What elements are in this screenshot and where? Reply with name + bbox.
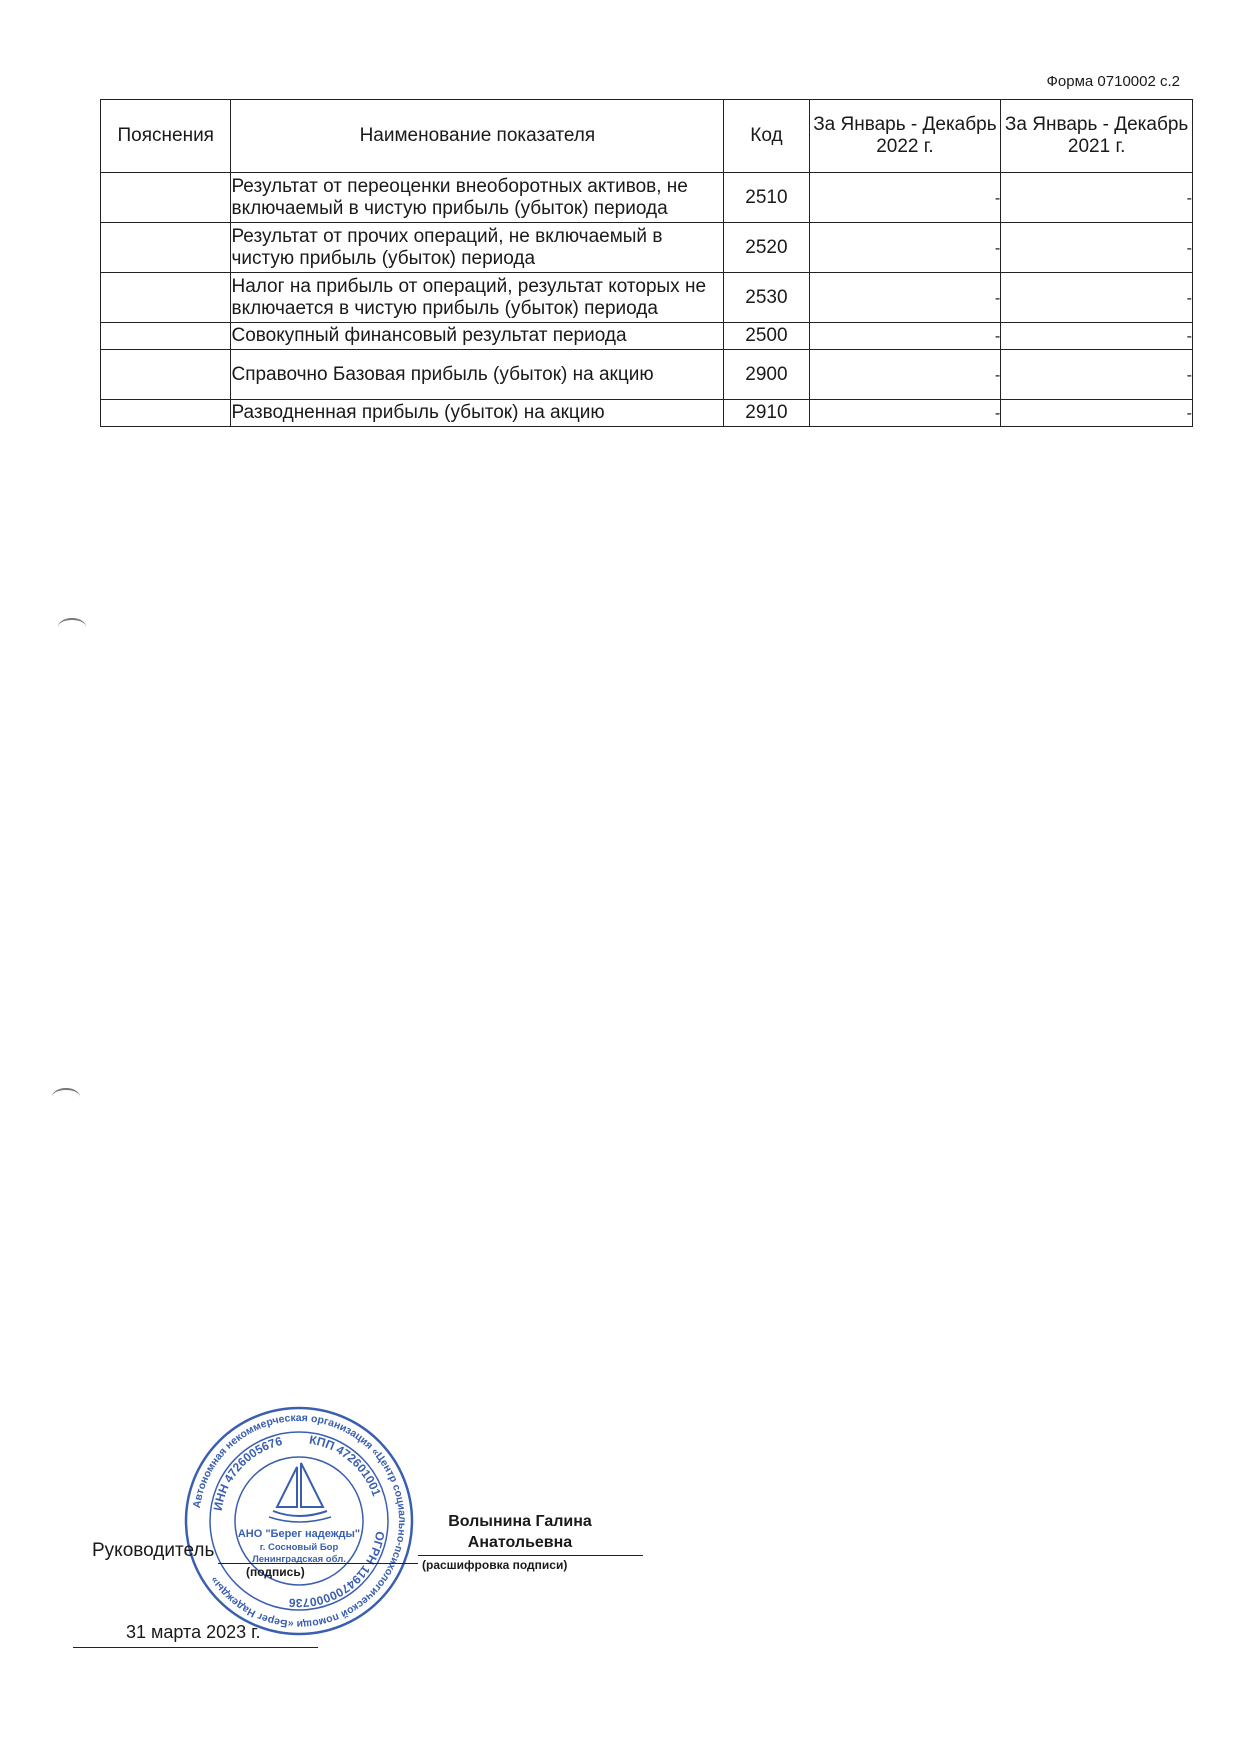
row-value-current [809,273,1001,323]
row-code: 2510 [724,173,809,223]
stamp-ogrn-textpath: ОГРН 1194700000736 [288,1530,388,1611]
row-indicator-name: Налог на прибыль от операций, результат которых не включается в чистую прибыль (убыток) периода [231,273,724,323]
document-date: 31 марта 2023 г. [126,1622,261,1642]
header-year-current: За Январь - Декабрь 2022 г. [809,100,1001,173]
row-explanation [101,173,231,223]
value-current-text: - [994,366,1001,384]
row-indicator-name: Результат от прочих операций, не включаемый в чистую прибыль (убыток) периода [231,223,724,273]
row-explanation [101,323,231,350]
row-explanation [101,223,231,273]
table-row [101,323,1193,350]
value-prior-text: - [1186,328,1192,345]
row-explanation [101,400,231,427]
stamp-kpp-textpath: КПП 472601001 [308,1432,384,1498]
row-code: 2910 [724,400,809,427]
row-value-prior [1001,173,1193,223]
row-value-current [809,173,1001,223]
row-explanation [101,350,231,400]
signature-line [218,1563,418,1564]
table-header-row [101,100,1193,173]
row-value-prior [1001,273,1193,323]
sailboat-icon [269,1463,331,1522]
decoded-name-caption: (расшифровка подписи) [422,1558,568,1572]
stamp-outer-textpath: Автономная некоммерческая организация «Центр социально-психологической помощи «Берег Надежды» [190,1411,409,1631]
binder-hole-mark [58,618,86,636]
row-value-prior [1001,223,1193,273]
binder-hole-mark [52,1088,80,1106]
row-value-prior [1001,350,1193,400]
stamp-center-line3: Ленинградская обл. [252,1554,346,1565]
header-year-prior: За Январь - Декабрь 2021 г. [1001,100,1193,173]
form-number-label: Форма 0710002 с.2 [1046,73,1180,90]
table-row [101,173,1193,223]
date-line [73,1647,318,1648]
signature-caption: (подпись) [246,1565,305,1579]
row-code: 2500 [724,323,809,350]
value-current-text: - [994,239,1001,257]
row-value-prior [1001,400,1193,427]
row-code: 2900 [724,350,809,400]
value-prior-text: - [1186,405,1192,422]
row-code: 2520 [724,223,809,273]
stamp-inn-textpath: ИНН 4726005676 [210,1433,284,1512]
table-row [101,350,1193,400]
signatory-role: Руководитель [92,1540,215,1561]
row-value-current [809,350,1001,400]
value-prior-text: - [1186,289,1192,307]
value-current-text: - [994,189,1001,207]
header-explanations: Пояснения [101,100,231,173]
value-current-text: - [994,328,1001,345]
row-value-prior [1001,323,1193,350]
value-prior-text: - [1186,239,1192,257]
stamp-center-line2: г. Сосновый Бор [259,1542,339,1553]
header-code: Код [724,100,809,173]
row-indicator-name: Результат от переоценки внеоборотных активов, не включаемый в чистую прибыль (убыток) периода [231,173,724,223]
organization-stamp [183,1405,415,1637]
row-indicator-name: Разводненная прибыль (убыток) на акцию [231,400,724,427]
financial-results-table [100,99,1193,427]
header-indicator-name: Наименование показателя [231,100,724,173]
value-current-text: - [994,405,1001,422]
table-row [101,400,1193,427]
table-row [101,223,1193,273]
row-explanation [101,273,231,323]
row-indicator-name: Справочно Базовая прибыль (убыток) на акцию [231,350,724,400]
stamp-center-line1: АНО "Берег надежды" [237,1528,361,1540]
signatory-name: Волынина Галина Анатольевна [448,1513,592,1551]
value-current-text: - [994,289,1001,307]
row-value-current [809,323,1001,350]
row-code: 2530 [724,273,809,323]
value-prior-text: - [1186,189,1192,207]
row-value-current [809,223,1001,273]
table-row [101,273,1193,323]
decoded-name-line [418,1555,643,1556]
row-indicator-name: Совокупный финансовый результат периода [231,323,724,350]
value-prior-text: - [1186,366,1192,384]
row-value-current [809,400,1001,427]
